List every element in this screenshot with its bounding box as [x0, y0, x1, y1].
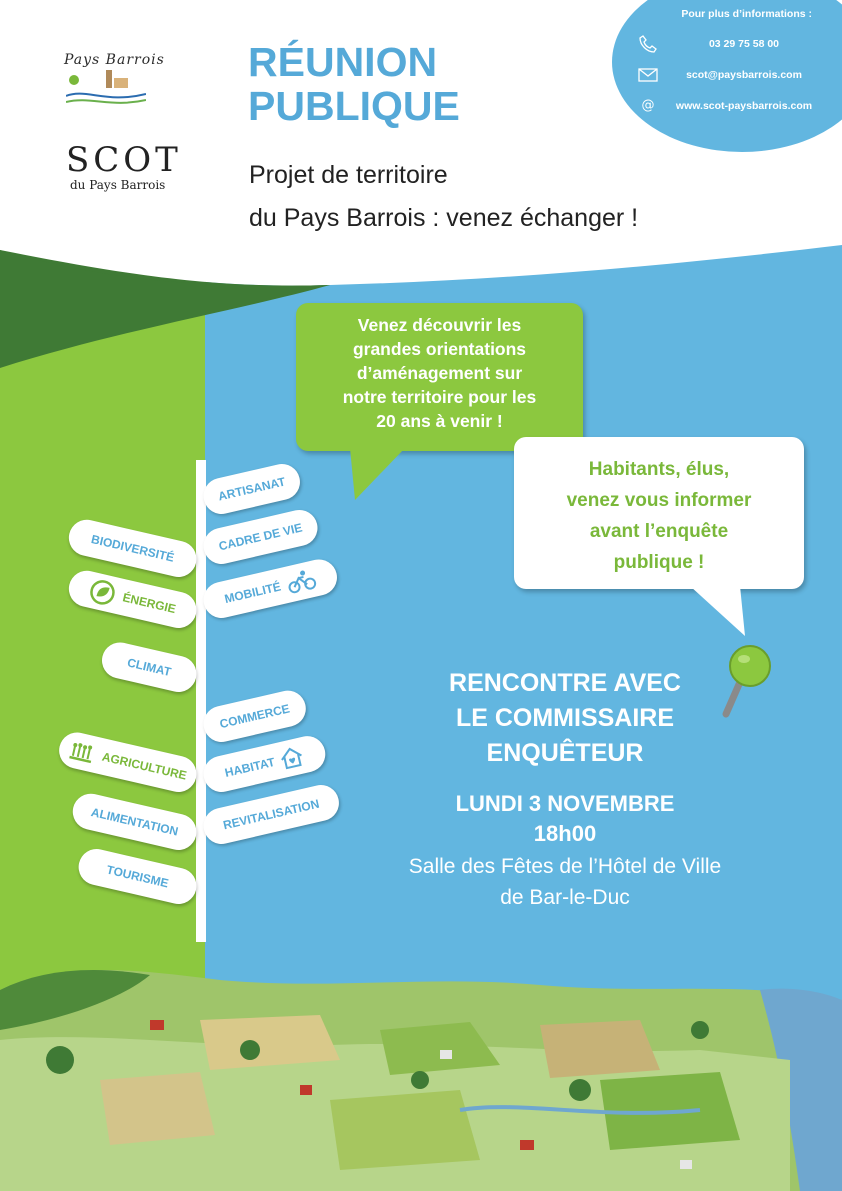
scot-logo — [66, 140, 206, 192]
green-bubble-tail — [350, 448, 410, 503]
white-bubble-text — [514, 437, 804, 578]
green-bubble-line: grandes orientations — [352, 339, 527, 359]
sign-mobilite-label: MOBILITÉ — [223, 579, 283, 607]
event-date: LUNDI 3 NOVEMBRE — [455, 791, 675, 816]
event-heading-line: RENCONTRE AVEC — [449, 669, 681, 697]
scot-logo-subtitle: du Pays Barrois — [70, 178, 166, 192]
house-heart-icon — [278, 744, 306, 771]
signpost-pole — [196, 460, 206, 942]
contact-email[interactable]: scot@paysbarrois.com — [686, 68, 802, 81]
phone-icon — [632, 35, 664, 53]
subtitle-line-1: Projet de territoire — [249, 161, 448, 189]
contact-website-row — [632, 90, 842, 121]
dark-green-wave — [0, 250, 330, 370]
event-location-line: Salle des Fêtes de l’Hôtel de Ville — [408, 855, 722, 878]
subtitle-line-2: du Pays Barrois : venez échanger ! — [249, 204, 639, 232]
event-location-line: de Bar-le-Duc — [500, 886, 630, 909]
scot-logo-main — [66, 140, 206, 180]
at-icon: @ — [641, 98, 655, 113]
event-heading-line: LE COMMISSAIRE — [455, 704, 675, 732]
landscape-illustration — [0, 960, 842, 1191]
wheat-icon — [67, 739, 97, 764]
event-details — [350, 666, 780, 913]
green-speech-bubble — [296, 303, 583, 451]
event-heading-line: ENQUÊTEUR — [486, 739, 644, 767]
event-datetime — [350, 789, 780, 849]
sign-cadre-de-vie-label: CADRE DE VIE — [217, 520, 304, 554]
green-bubble-line: d’aménagement sur — [356, 363, 523, 383]
page-subtitle — [249, 154, 638, 240]
contact-heading: Pour plus d’informations : — [681, 8, 812, 20]
sign-revitalisation-label: REVITALISATION — [221, 796, 321, 833]
event-location — [350, 851, 780, 913]
title-line-1: RÉUNION — [248, 39, 438, 85]
bicycle-icon — [284, 567, 318, 595]
sign-biodiversite-label: BIODIVERSITÉ — [89, 532, 176, 565]
sign-agriculture-label: AGRICULTURE — [100, 749, 189, 783]
envelope-icon — [632, 68, 664, 82]
white-bubble-line: avant l’enquête — [589, 521, 729, 542]
white-bubble-line: venez vous informer — [566, 490, 752, 511]
sign-alimentation-label: ALIMENTATION — [89, 805, 180, 839]
green-bubble-line: Venez découvrir les — [357, 315, 522, 335]
event-time: 18h00 — [533, 821, 597, 846]
white-speech-bubble — [514, 437, 804, 589]
sign-habitat-label: HABITAT — [223, 754, 277, 780]
page-title — [248, 40, 460, 128]
sign-climat-label: CLIMAT — [126, 655, 173, 680]
green-bubble-line: 20 ans à venir ! — [376, 411, 503, 431]
contact-email-row — [632, 59, 842, 90]
green-bubble-line: notre territoire pour les — [342, 387, 537, 407]
contact-phone-row — [632, 28, 842, 59]
white-bubble-line: publique ! — [613, 552, 705, 573]
sign-commerce-label: COMMERCE — [218, 701, 291, 732]
scot-logo-text: SCOT — [66, 140, 182, 180]
leaf-energy-icon — [87, 577, 118, 608]
sign-energie-label: ÉNERGIE — [121, 590, 178, 617]
title-line-2: PUBLIQUE — [248, 83, 460, 129]
contact-phone[interactable]: 03 29 75 58 00 — [708, 37, 780, 50]
white-bubble-tail — [690, 586, 750, 638]
pays-barrois-logo — [64, 52, 214, 112]
green-bubble-text — [296, 303, 583, 433]
white-bubble-line: Habitants, élus, — [588, 459, 730, 480]
sign-tourisme-label: TOURISME — [105, 862, 170, 891]
pays-barrois-logo-drawing — [66, 68, 146, 108]
contact-website[interactable]: www.scot-paysbarrois.com — [675, 99, 813, 112]
pays-barrois-logo-text: Pays Barrois — [64, 52, 165, 68]
contact-block — [632, 8, 842, 121]
sign-artisanat-label: ARTISANAT — [216, 474, 287, 504]
event-heading — [350, 666, 780, 771]
